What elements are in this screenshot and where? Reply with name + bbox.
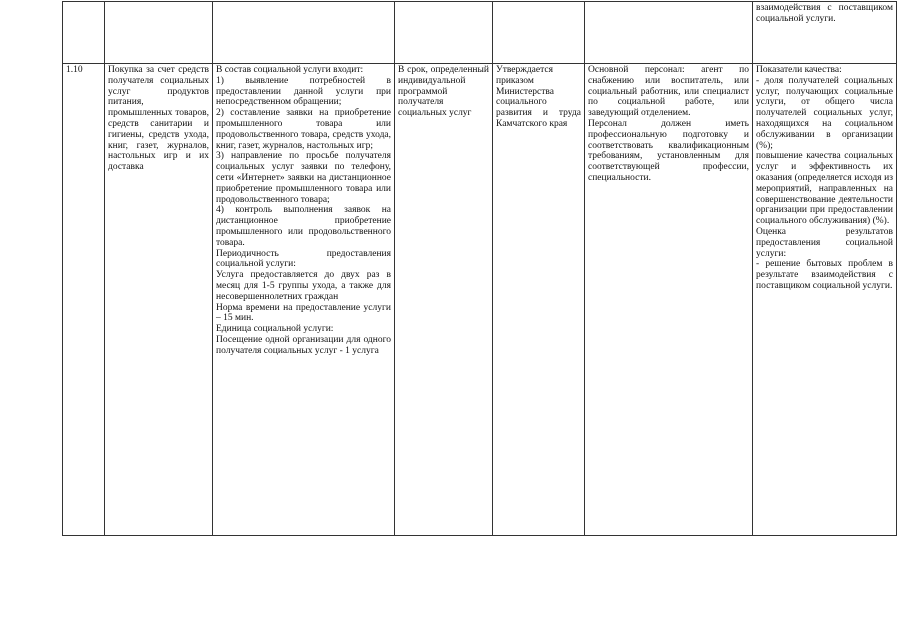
content-line: 1) выявление потребностей в предоставлении данной услуги при непосредственном обращении; <box>216 75 391 108</box>
cell-service-name <box>105 2 213 64</box>
quality-line: повышение качества социальных услуг и эффективность их оказания (определяется исходя из мероприятий, направленных на совершенствование деятельности организации при предоставлении социального обслуживания) (%). <box>756 151 893 227</box>
content-line: 4) контроль выполнения заявок на дистанционное приобретение промышленного или продовольственного товара. <box>216 205 391 248</box>
content-line: В состав социальной услуги входит: <box>216 65 364 75</box>
quality-line: Показатели качества: <box>756 65 842 75</box>
content-line: 3) направление по просьбе получателя социальных услуг заявки по телефону, сети «Интернет» заявки на дистанционное приобретение промышленного товара или продовольственного товара; <box>216 151 391 205</box>
cell-content <box>213 2 395 64</box>
services-table <box>62 1 897 536</box>
content-line: Единица социальной услуги: <box>216 324 334 335</box>
cell-quality: взаимодействия с поставщиком социальной услуги. <box>753 2 897 64</box>
content-line: Норма времени на предоставление услуги – 15 мин. <box>216 302 391 324</box>
conditions-line: Основной персонал: агент по снабжению или воспитатель, или социальный работник, или специалист по социальной работе, или заведующий отделением. <box>588 65 749 119</box>
cell-conditions <box>585 2 753 64</box>
cell-term: В срок, определенный индивидуальной программой получателя социальных услуг <box>395 64 493 536</box>
conditions-line: Персонал должен иметь профессиональную подготовку и соответствовать квалификационным требованиям, установленным для соответствующей профессии, специальности. <box>588 118 749 183</box>
cell-quality <box>753 64 897 536</box>
table-row <box>63 64 897 536</box>
cell-service-name: Покупка за счет средств получателя социальных услуг продуктов питания, промышленных товаров, средств санитарии и гигиены, средств ухода, книг, газет, журналов, настольных игр и их доставка <box>105 64 213 536</box>
quality-line: - доля получателей социальных услуг, получающих социальные услуги, от общего числа получателей социальных услуг, находящихся на социальном обслуживании в организации (%); <box>756 75 893 151</box>
cell-tariff: Утверждается приказом Министерства социального развития и труда Камчатского края <box>493 64 585 536</box>
content-line: Посещение одной организации для одного получателя социальных услуг - 1 услуга <box>216 334 391 356</box>
cell-number <box>63 2 105 64</box>
table-row <box>63 2 897 64</box>
cell-number: 1.10 <box>63 64 105 536</box>
quality-line: - решение бытовых проблем в результате взаимодействия с поставщиком социальной услуги. <box>756 259 893 291</box>
content-line: 2) составление заявки на приобретение промышленного товара или продовольственного товара, средств ухода, книг, газет, журналов, настольных игр; <box>216 108 391 151</box>
cell-tariff <box>493 2 585 64</box>
content-line: Периодичность предоставления социальной услуги: <box>216 248 391 270</box>
cell-term <box>395 2 493 64</box>
cell-conditions <box>585 64 753 536</box>
content-line: Услуга предоставляется до двух раз в месяц для 1-5 группы ухода, а также для несовершеннолетних граждан <box>216 270 391 302</box>
quality-line: Оценка результатов предоставления социальной услуги: <box>756 226 893 259</box>
cell-content <box>213 64 395 536</box>
